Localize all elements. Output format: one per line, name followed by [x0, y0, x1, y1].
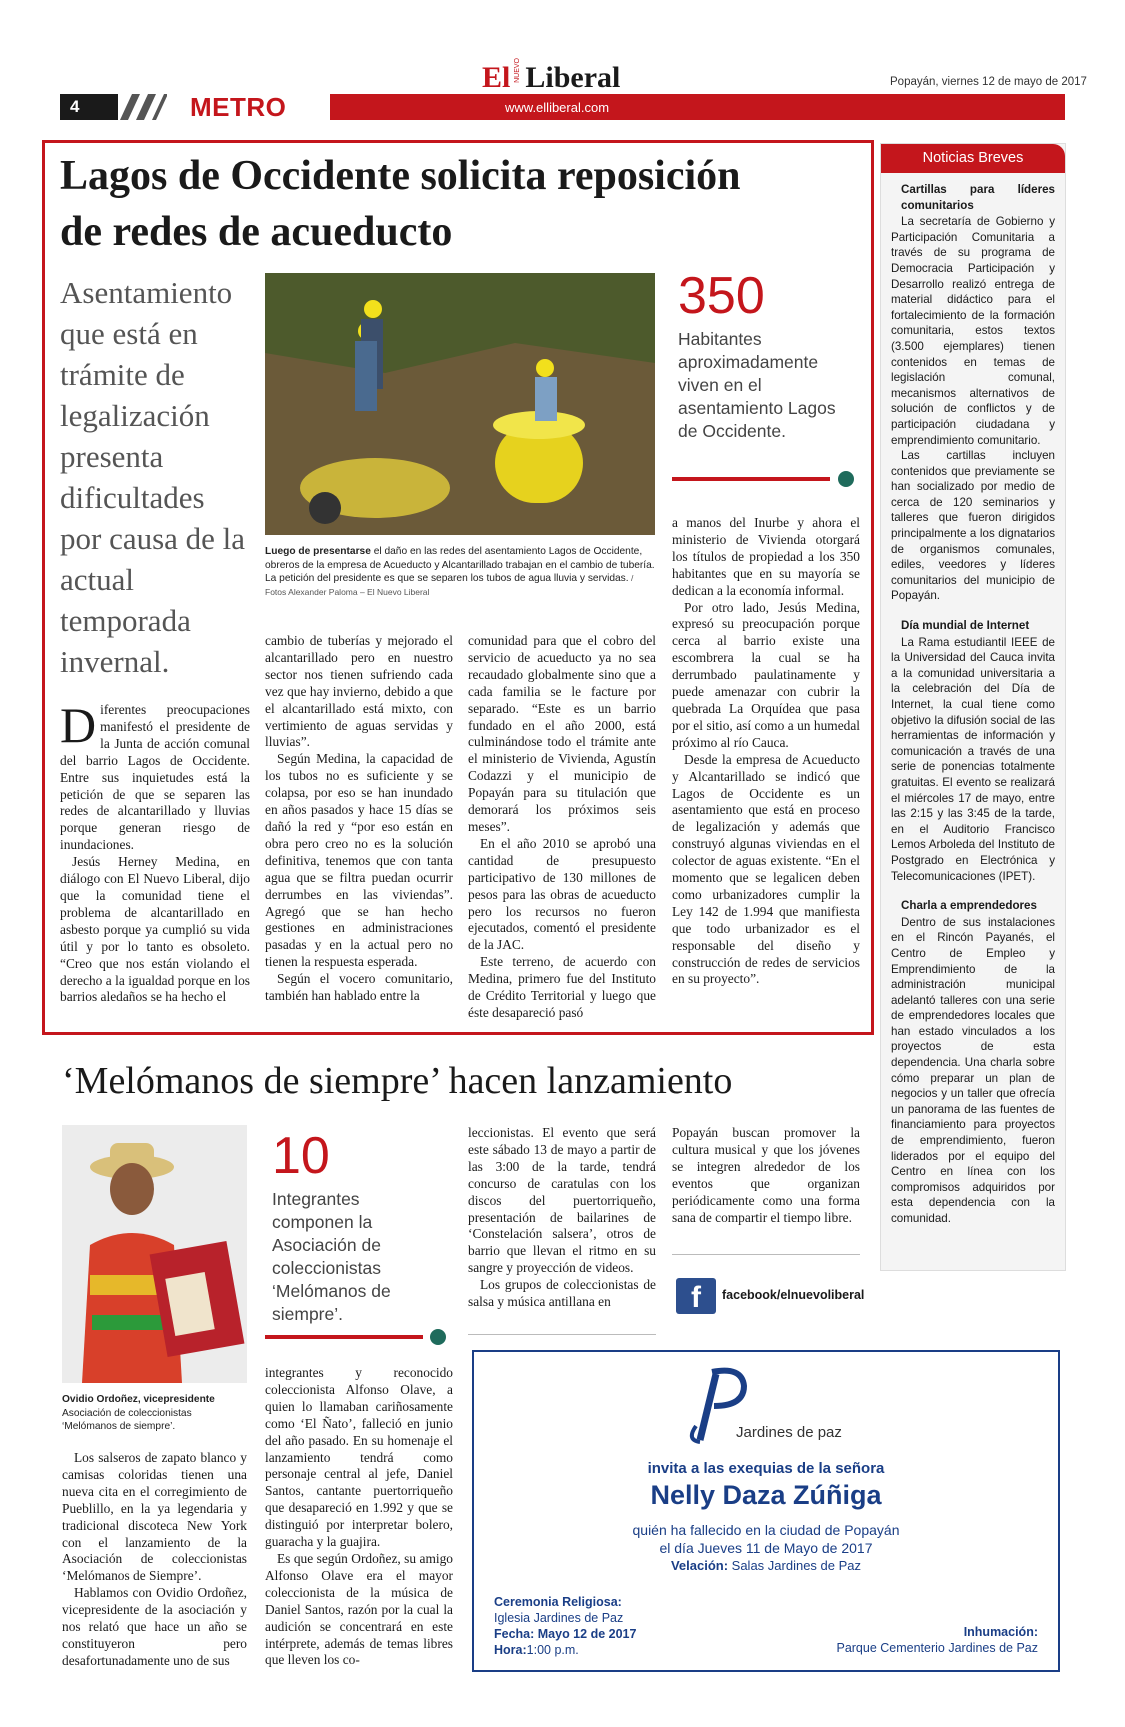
briefs-sidebar	[880, 143, 1066, 1271]
photo-caption	[265, 545, 655, 599]
obituary-line-1: quién ha fallecido en la ciudad de Popayán	[632, 1522, 900, 1538]
ceremonia-place: Iglesia Jardines de Paz	[494, 1611, 624, 1625]
second-paragraph-4: Es que según Ordoñez, su amigo Alfonso Olave era el mayor coleccionista de la música de Daniel Santos, razón por la cual la audición se concentrará en este intérprete, además de temas libres que lleven los co-	[265, 1550, 453, 1668]
lead-paragraph-9: a manos del Inurbe y ahora el ministerio de Vivienda otorgará los títulos de propiedad a los 350 habitantes que en su mayoría se dedican a la economía informal.	[672, 515, 860, 598]
briefs-title: Noticias Breves	[881, 144, 1065, 173]
lead-paragraph-2: Jesús Herney Medina, en diálogo con El Nuevo Liberal, dijo que la comunidad tiene el problema de alcantarillado en asbesto porque ya cumplió su vida útil y por lo tanto es obsoleto. “Creo que nos están violando el derecho a la igualdad porque en los barrios aledaños se ha hecho el	[60, 854, 250, 1005]
second-paragraph-1: Los salseros de zapato blanco y camisas coloridas tienen una nueva cita en el corregimiento de Pueblillo, en la ya legendaria y tradicional discoteca New York con el lanzamiento de la Asociación de coleccionistas ‘Melómanos de Siempre’.	[62, 1450, 247, 1584]
col-3-rule	[468, 1334, 656, 1335]
stat-text-10: Integrantes componen la Asociación de coleccionistas ‘Melómanos de siempre’.	[272, 1189, 391, 1324]
second-col-4	[672, 1125, 860, 1226]
ovidio-caption-bold: Ovidio Ordoñez, vicepresidente	[62, 1394, 215, 1405]
inhumacion-value: Parque Cementerio Jardines de Paz	[836, 1641, 1038, 1655]
logo-liberal: Liberal	[525, 60, 621, 94]
workers-illustration	[265, 273, 655, 535]
brief-1-paragraph-1: La secretaría de Gobierno y Participación Comunitaria a través de su programa de Democracia Participación y Desarrollo realizó entrega de material didáctico para el fortalecimiento de la formación comunitaria, estos textos (3.500 ejemplares) tienen contenidos en temas de legislación comunal, mecanismos alternativos de solución de conflictos y de participación ciudadana y emprendimiento comunitario.	[891, 215, 1055, 447]
second-col-2	[265, 1365, 453, 1669]
caption-bold: Luego de presentarse	[265, 546, 371, 557]
lead-paragraph-11: Desde la empresa de Acueducto y Alcantarillado se indicó que Lagos de Occidente es un asentamiento que está en proceso de legalización y además que construyó algunas viviendas en el colector de aguas existente. “En el momento que se legalicen deben como urbanizadores cumplir la Ley 142 de 1.994 que manifiesta que todo urbanizador es el responsable del diseño y construcción de redes de servicios en su proyecto”.	[672, 751, 860, 987]
brief-2-title: Día mundial de Internet	[901, 619, 1030, 633]
masthead	[0, 0, 1125, 130]
facebook-handle: facebook/elnuevoliberal	[722, 1288, 865, 1302]
stat-text-350: Habitantes aproximadamente viven en el asentamiento Lagos de Occidente.	[678, 329, 836, 441]
page-number: 4	[60, 94, 118, 120]
drop-cap: D	[60, 697, 97, 753]
caption-credit: / Fotos Alexander Paloma – El Nuevo Liberal	[265, 573, 634, 597]
man-with-record-illustration	[62, 1125, 247, 1383]
lead-paragraph-10: Por otro lado, Jesús Medina, expresó su preocupación porque cerca al barrio existe una escombrera la cual se ha derrumbado paulatinamente y puede amenazar con cubrir la quebrada La Orquídea que pasa por el sitio, así como a un humedal próximo al río Cauca.	[672, 599, 860, 750]
second-headline: ‘Melómanos de siempre’ hacen lanzamiento	[62, 1060, 733, 1102]
brief-3-paragraph-1: Dentro de sus instalaciones en el Rincón Payanés, el Centro de Empleo y Emprendimiento de la administración municipal adelantó talleres con una serie de emprendedores locales que han estado vinculados a los proyectos de esta dependencia. Una charla sobre cómo preparar un plan de negocios y un taller que ofrecía un panorama de las fuentes de financiamiento para proyectos de emprendimiento, fueron liderados por el equipo del Centro en línea con los compromisos adquiridos por esta dependencia con la comunidad.	[891, 915, 1055, 1225]
lead-paragraph-5: Según el vocero comunitario, también han hablado entre la	[265, 971, 453, 1004]
second-paragraph-3: integrantes y reconocido coleccionista Alfonso Olave, a quien lo llamaban cariñosamente como ‘El Ñato’, falleció en junio del año pasado. En su homenaje el lanzamiento tendrá como personaje central al jefe, Daniel Santos, cantante puertorriqueño que desapareció en 1.992 y que se distinguió por interpretar bolero, guaracha y la guajira.	[265, 1365, 453, 1550]
ovidio-photo	[62, 1125, 247, 1383]
second-col-3	[468, 1125, 656, 1311]
ovidio-caption	[62, 1393, 247, 1434]
lead-col-1	[60, 697, 250, 1006]
stat-number-10: 10	[272, 1127, 330, 1185]
brief-1-title: Cartillas para líderes comunitarios	[901, 183, 1055, 212]
inhumacion-label: Inhumación:	[963, 1625, 1038, 1639]
lead-paragraph-6: comunidad para que el cobro del servicio de acueducto ya no sea recaudado globalmente sino que a cada familia se le facture por separado. “Este es un barrio fundado en el año 2000, está culminándose todo el trámite ante el ministerio de Vivienda, Agustín Codazzi y el municipio de Popayán para su titulación que demorará los próximos seis meses”.	[468, 633, 656, 834]
lead-col-2	[265, 633, 453, 1005]
stat-number-350: 350	[678, 267, 765, 325]
obituary-notice	[472, 1350, 1060, 1672]
velacion-label: Velación:	[670, 1558, 729, 1573]
lead-paragraph-4: Según Medina, la capacidad de los tubos no es suficiente y se colapsa, por eso se han inundado en años pasados y hace 15 días se dañó la red y “por eso están en obra pero creo no es la solución definitiva, tenemos que con tanta agua que se filtra puedan ocurrir derrumbes en las viviendas”. Agregó que se han hecho gestiones en administraciones pasadas y en la actual pero no tienen la respuesta esperada.	[265, 751, 453, 970]
red-band	[330, 94, 1065, 120]
ceremonia-time	[494, 1642, 636, 1658]
lead-paragraph-7: En el año 2010 se aprobó una cantidad de presupuesto participativo de 130 millones de pesos para las obras de acueducto pero los recursos no fueron ejecutados, comentó el presidente de la JAC.	[468, 835, 656, 953]
logo-nuevo: NUEVO	[514, 58, 522, 83]
section-slash-icon	[112, 90, 167, 122]
facebook-icon: f	[676, 1278, 716, 1314]
hora-value: 1:00 p.m.	[526, 1643, 579, 1657]
hora-label: Hora:	[494, 1643, 527, 1657]
ovidio-caption-text: Asociación de coleccionistas ‘Melómanos de siempre’.	[62, 1407, 192, 1433]
velacion-value: Salas Jardines de Paz	[728, 1558, 862, 1573]
lead-headline: Lagos de Occidente solicita reposición de redes de acueducto	[60, 153, 741, 255]
ceremony-block	[494, 1594, 636, 1658]
deceased-name: Nelly Daza Zúñiga	[650, 1480, 882, 1510]
ceremonia-date: Fecha: Mayo 12 de 2017	[494, 1627, 637, 1641]
stat-dot-icon-2	[430, 1329, 446, 1345]
stat-rule	[672, 477, 830, 481]
brief-3-title: Charla a emprendedores	[901, 899, 1037, 913]
construction-photo	[265, 273, 655, 535]
ceremonia-label: Ceremonia Religiosa:	[494, 1595, 622, 1609]
logo-el: El	[482, 60, 511, 94]
second-paragraph-7: Popayán buscan promover la cultura musical y que los jóvenes se integren alrededor de los eventos que organizan periódicamente como una forma sana de compartir el tiempo libre.	[672, 1125, 860, 1225]
stat-rule-2	[265, 1335, 423, 1339]
velacion	[474, 1558, 1058, 1573]
second-paragraph-2: Hablamos con Ovidio Ordoñez, vicepresidente de la asociación y nos relató que hace un año se constituyeron pero desafortunadamente uno de sus	[62, 1585, 247, 1668]
burial-block	[836, 1624, 1038, 1656]
lead-paragraph-1: iferentes preocupaciones manifestó el presidente de la Junta de acción comunal del barrio Lagos de Occidente. Entre sus inquietudes está la petición de que se separen las redes de alcantarillado y lluvias porque generan riesgo de inundaciones.	[60, 702, 250, 853]
second-paragraph-6: Los grupos de coleccionistas de salsa y música antillana en	[468, 1277, 656, 1310]
col-4-rule	[672, 1254, 860, 1255]
lead-col-3	[468, 633, 656, 1022]
briefs-content	[881, 173, 1065, 1227]
jardines-logo-text: Jardines de paz	[736, 1424, 842, 1441]
lead-paragraph-3: cambio de tuberías y mejorado el alcantarillado pero en nuestro sector nos tienen sufriendo cada vez que hay invierno, debido a que el alcantarillado está mixto, con vertimiento de aguas servidas y lluvias”.	[265, 633, 453, 750]
obituary-line-2: el día Jueves 11 de Mayo de 2017	[659, 1540, 873, 1556]
lead-col-4	[672, 515, 860, 988]
dateline: Popayán, viernes 12 de mayo de 2017	[890, 76, 1087, 88]
facebook-link[interactable]	[676, 1278, 866, 1314]
obituary-invite: invita a las exequias de la señora	[647, 1460, 885, 1477]
caption-text: el daño en las redes del asentamiento Lagos de Occidente, obreros de la empresa de Acueducto y Alcantarillado trabajan en el cambio de tubería. La petición del presidente es que se separen los tubos de agua lluvia y servidas.	[265, 546, 655, 585]
second-paragraph-5: leccionistas. El evento que será este sábado 13 de mayo a partir de las 3:00 de la tarde, tendrá concurso de caratulas con los discos del puertorriqueño, presentación de bailarines de ‘Constelación salsera’, otros de barrio que llevan el ritmo en su sangre y proyección de videos.	[468, 1125, 656, 1276]
stat-dot-icon	[838, 471, 854, 487]
second-col-1	[62, 1450, 247, 1670]
lead-paragraph-8: Este terreno, de acuerdo con Medina, primero fue del Instituto de Crédito Territorial y luego que éste desapareció pasó	[468, 954, 656, 1020]
section-name: METRO	[190, 92, 287, 122]
lead-deck: Asentamiento que está en trámite de legalización presenta dificultades por causa de la actual temporada invernal.	[60, 275, 246, 679]
website-link[interactable]: www.elliberal.com	[505, 100, 610, 115]
brief-1-paragraph-2: Las cartillas incluyen contenidos que previamente se han socializado por medio de cerca de 120 seminarios y talleres que fueron dirigidos principalmente a los dignatarios de organismos comunales, ediles, veedores y líderes comunitarios del municipio de Popayán.	[891, 449, 1055, 603]
newspaper-logo	[482, 58, 620, 92]
brief-2-paragraph-1: La Rama estudiantil IEEE de la Universidad del Cauca invita a la comunidad universitaria a la celebración del Día de Internet, la cual tiene como objetivo la difusión social de las herramientas de información y comunicación a través de una serie de ponencias totalmente gratuitas. El evento se realizará el miércoles 17 de mayo, entre las 2:15 y las 3:45 de la tarde, en el Auditorio Francisco Lemos Arboleda del Instituto de Postgrado en Electrónica y Telecomunicaciones (IPET).	[891, 635, 1055, 883]
